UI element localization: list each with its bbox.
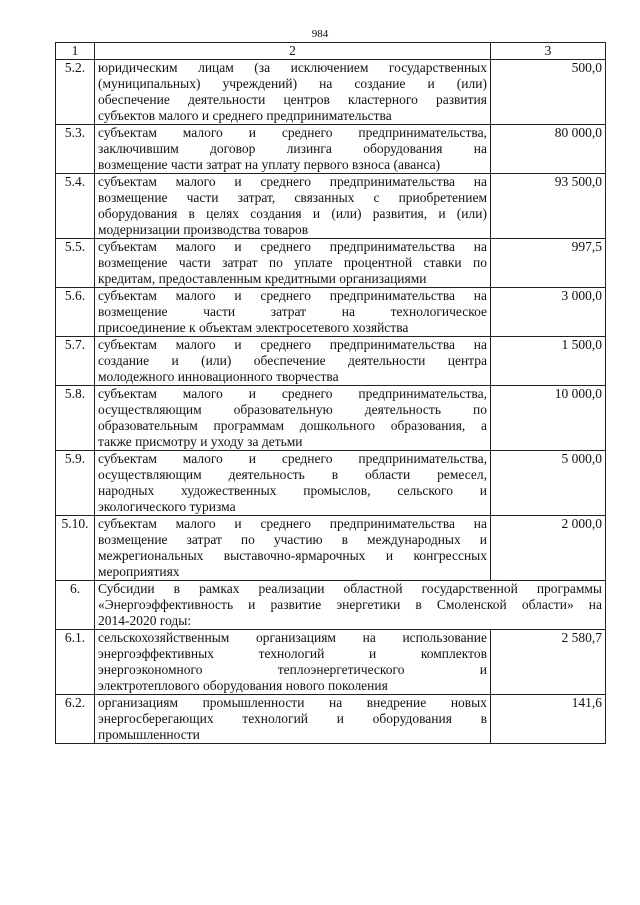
row-number: 6.1. — [56, 630, 95, 695]
description-line: образовательным программам дошкольного образования, а — [98, 418, 487, 433]
column-header-description: 2 — [95, 43, 491, 60]
description-line: присоединение к объектам электросетевого хозяйства — [98, 320, 409, 335]
table-row — [56, 630, 606, 695]
row-description — [95, 288, 491, 337]
description-line: мероприятиях — [98, 564, 180, 579]
description-line: возмещение части затрат по уплате процентной ставки по — [98, 255, 487, 270]
description-line: заключившим договор лизинга оборудования на — [98, 141, 487, 156]
budget-table — [55, 42, 606, 744]
row-amount: 80 000,0 — [491, 125, 606, 174]
description-line: осуществляющим деятельность в области ремесел, — [98, 467, 487, 482]
table-row — [56, 386, 606, 451]
description-line: обеспечение деятельности центров кластерного развития — [98, 92, 487, 107]
row-description — [95, 337, 491, 386]
row-description — [95, 239, 491, 288]
row-number: 5.2. — [56, 60, 95, 125]
table-row — [56, 125, 606, 174]
row-description — [95, 630, 491, 695]
row-amount: 141,6 — [491, 695, 606, 744]
description-line: субъектам малого и среднего предпринимательства на — [98, 337, 487, 352]
column-header-number: 1 — [56, 43, 95, 60]
description-line: энергоэффективных технологий и комплектов — [98, 646, 487, 661]
description-line: кредитам, предоставленным кредитными организациями — [98, 271, 427, 286]
row-number: 5.10. — [56, 516, 95, 581]
description-line: оборудования в целях создания и (или) развития, и (или) — [98, 206, 487, 221]
description-line: молодежного инновационного творчества — [98, 369, 339, 384]
row-description — [95, 60, 491, 125]
description-line: возмещение части затрат, связанных с приобретением — [98, 190, 487, 205]
description-line: 2014-2020 годы: — [98, 613, 192, 628]
description-line: народных художественных промыслов, сельского и — [98, 483, 487, 498]
description-line: экологического туризма — [98, 499, 236, 514]
table-row — [56, 239, 606, 288]
row-amount: 2 000,0 — [491, 516, 606, 581]
description-line: субъектам малого и среднего предпринимательства, — [98, 125, 487, 140]
description-line: межрегиональных выставочно-ярмарочных и конгрессных — [98, 548, 487, 563]
description-line: Субсидии в рамках реализации областной государственной программы — [98, 581, 602, 596]
description-line: электротеплового оборудования нового поколения — [98, 678, 388, 693]
column-header-amount: 3 — [491, 43, 606, 60]
description-line: промышленности — [98, 727, 200, 742]
row-description — [95, 386, 491, 451]
description-line: организациям промышленности на внедрение новых — [98, 695, 487, 710]
row-description — [95, 125, 491, 174]
row-amount: 1 500,0 — [491, 337, 606, 386]
row-number: 5.6. — [56, 288, 95, 337]
table-row — [56, 337, 606, 386]
description-line: юридическим лицам (за исключением государственных — [98, 60, 487, 75]
row-number: 5.5. — [56, 239, 95, 288]
row-number: 5.8. — [56, 386, 95, 451]
row-amount: 2 580,7 — [491, 630, 606, 695]
row-description — [95, 516, 491, 581]
description-line: сельскохозяйственным организациям на использование — [98, 630, 487, 645]
table-row — [56, 516, 606, 581]
description-line: модернизации производства товаров — [98, 222, 309, 237]
row-amount: 997,5 — [491, 239, 606, 288]
description-line: субъектам малого и среднего предпринимательства на — [98, 516, 487, 531]
table-row — [56, 451, 606, 516]
table-row — [56, 288, 606, 337]
description-line: (муниципальных) учреждений) на создание и (или) — [98, 76, 487, 91]
section-description — [95, 581, 606, 630]
row-amount: 93 500,0 — [491, 174, 606, 239]
table-row — [56, 174, 606, 239]
table-row — [56, 60, 606, 125]
section-number: 6. — [56, 581, 95, 630]
row-number: 5.9. — [56, 451, 95, 516]
row-description — [95, 695, 491, 744]
row-amount: 10 000,0 — [491, 386, 606, 451]
description-line: энергоэкономного теплоэнергетического и — [98, 662, 487, 677]
description-line: возмещение части затрат на технологическое — [98, 304, 487, 319]
header-row — [56, 43, 606, 60]
row-description — [95, 174, 491, 239]
description-line: возмещение части затрат на уплату первого взноса (аванса) — [98, 157, 441, 172]
description-line: возмещение затрат по участию в международных и — [98, 532, 487, 547]
description-line: субъектам малого и среднего предпринимательства, — [98, 451, 487, 466]
row-number: 6.2. — [56, 695, 95, 744]
row-number: 5.7. — [56, 337, 95, 386]
row-number: 5.3. — [56, 125, 95, 174]
section-row — [56, 581, 606, 630]
row-description — [95, 451, 491, 516]
description-line: субъектам малого и среднего предпринимательства, — [98, 386, 487, 401]
description-line: также присмотру и уходу за детьми — [98, 434, 303, 449]
page-number: 984 — [311, 28, 329, 40]
description-line: субъектам малого и среднего предпринимательства на — [98, 239, 487, 254]
description-line: субъектов малого и среднего предпринимательства — [98, 108, 392, 123]
description-line: «Энергоэффективность и развитие энергетики в Смоленской области» на — [98, 597, 602, 612]
table-row — [56, 695, 606, 744]
description-line: осуществляющим образовательную деятельность по — [98, 402, 487, 417]
row-amount: 5 000,0 — [491, 451, 606, 516]
description-line: энергосберегающих технологий и оборудования в — [98, 711, 487, 726]
description-line: создание и (или) обеспечение деятельности центра — [98, 353, 487, 368]
description-line: субъектам малого и среднего предпринимательства на — [98, 288, 487, 303]
row-amount: 3 000,0 — [491, 288, 606, 337]
row-amount: 500,0 — [491, 60, 606, 125]
row-number: 5.4. — [56, 174, 95, 239]
description-line: субъектам малого и среднего предпринимательства на — [98, 174, 487, 189]
